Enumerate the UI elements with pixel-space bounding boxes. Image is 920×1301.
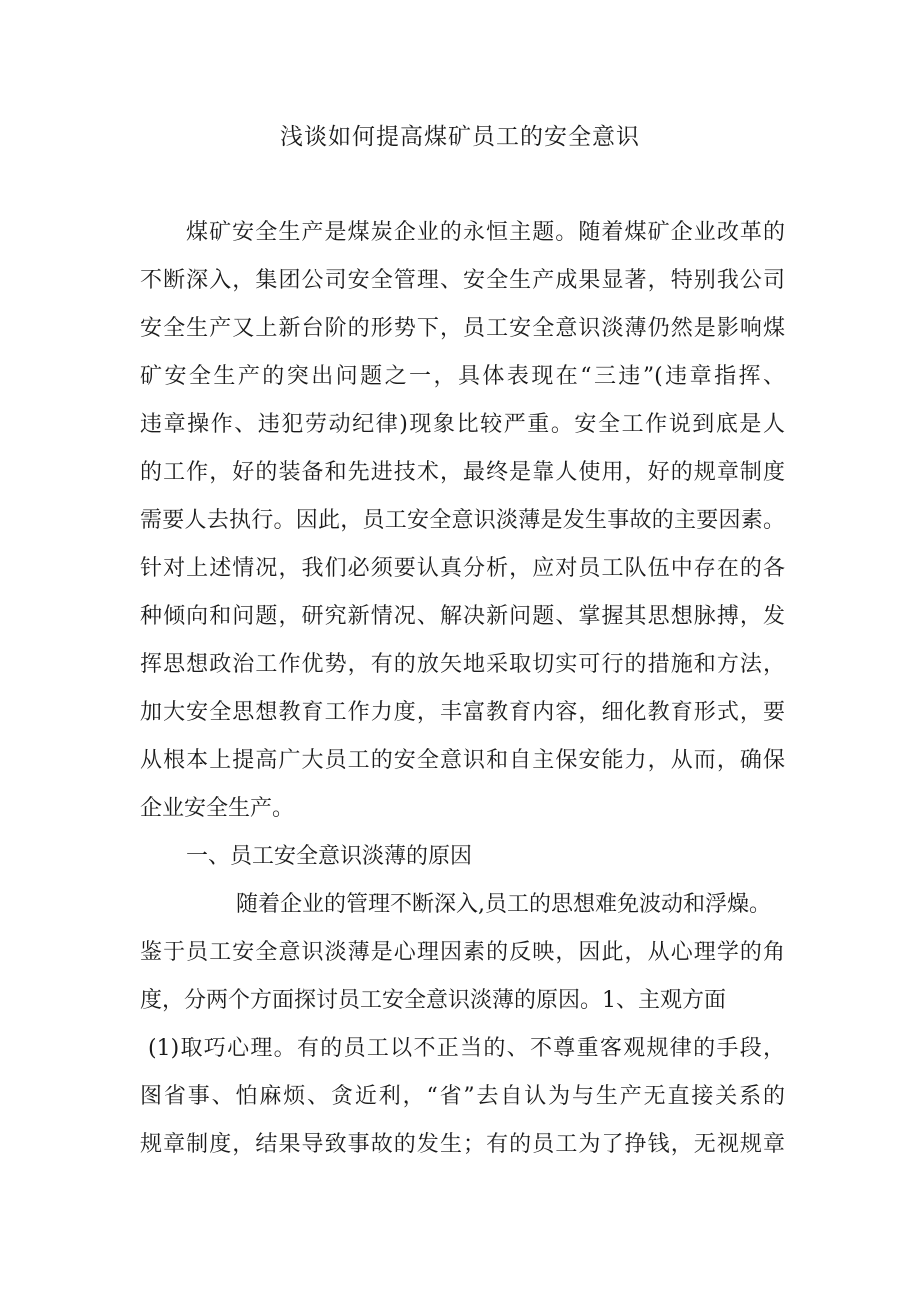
paragraph-line: 安全生产又上新台阶的形势下，员工安全意识淡薄仍然是影响煤 — [140, 316, 785, 341]
paragraph-line: 图省事、怕麻烦、贪近利，“省”去自认为与生产无直接关系的 — [140, 1084, 785, 1109]
paragraph-line: 违章操作、违犯劳动纪律)现象比较严重。安全工作说到底是人 — [140, 412, 785, 437]
section-heading: 一、员工安全意识淡薄的原因 — [186, 844, 473, 869]
paragraph-line: 从根本上提高广大员工的安全意识和自主保安能力，从而，确保 — [140, 748, 785, 773]
document-title: 浅谈如何提高煤矿员工的安全意识 — [280, 124, 640, 150]
paragraph-line: 煤矿安全生产是煤炭企业的永恒主题。随着煤矿企业改革的 — [186, 220, 785, 245]
paragraph-line: 挥思想政治工作优势，有的放矢地采取切实可行的措施和方法， — [140, 652, 785, 677]
paragraph-line: 度，分两个方面探讨员工安全意识淡薄的原因。1、主观方面 — [140, 988, 726, 1013]
paragraph-line: 不断深入，集团公司安全管理、安全生产成果显著，特别我公司 — [140, 268, 785, 293]
paragraph-line: 矿安全生产的突出问题之一，具体表现在“三违”(违章指挥、 — [140, 364, 785, 389]
paragraph-line: 需要人去执行。因此，员工安全意识淡薄是发生事故的主要因素。 — [140, 508, 785, 533]
paragraph-line: 针对上述情况，我们必须要认真分析，应对员工队伍中存在的各 — [140, 556, 785, 581]
paragraph-line: 种倾向和问题，研究新情况、解决新问题、掌握其思想脉搏，发 — [140, 604, 785, 629]
paragraph-line: 鉴于员工安全意识淡薄是心理因素的反映，因此，从心理学的角 — [140, 940, 785, 965]
paragraph-line: 企业安全生产。 — [140, 796, 295, 821]
paragraph-line: (1)取巧心理。有的员工以不正当的、不尊重客观规律的手段， — [148, 1036, 785, 1061]
paragraph-line: 加大安全思想教育工作力度，丰富教育内容，细化教育形式，要 — [140, 700, 785, 725]
paragraph-line: 的工作，好的装备和先进技术，最终是靠人使用，好的规章制度 — [140, 460, 785, 485]
paragraph-line: 规章制度，结果导致事故的发生；有的员工为了挣钱，无视规章 — [140, 1132, 785, 1157]
paragraph-line: 随着企业的管理不断深入,员工的思想难免波动和浮燥。 — [236, 892, 771, 917]
